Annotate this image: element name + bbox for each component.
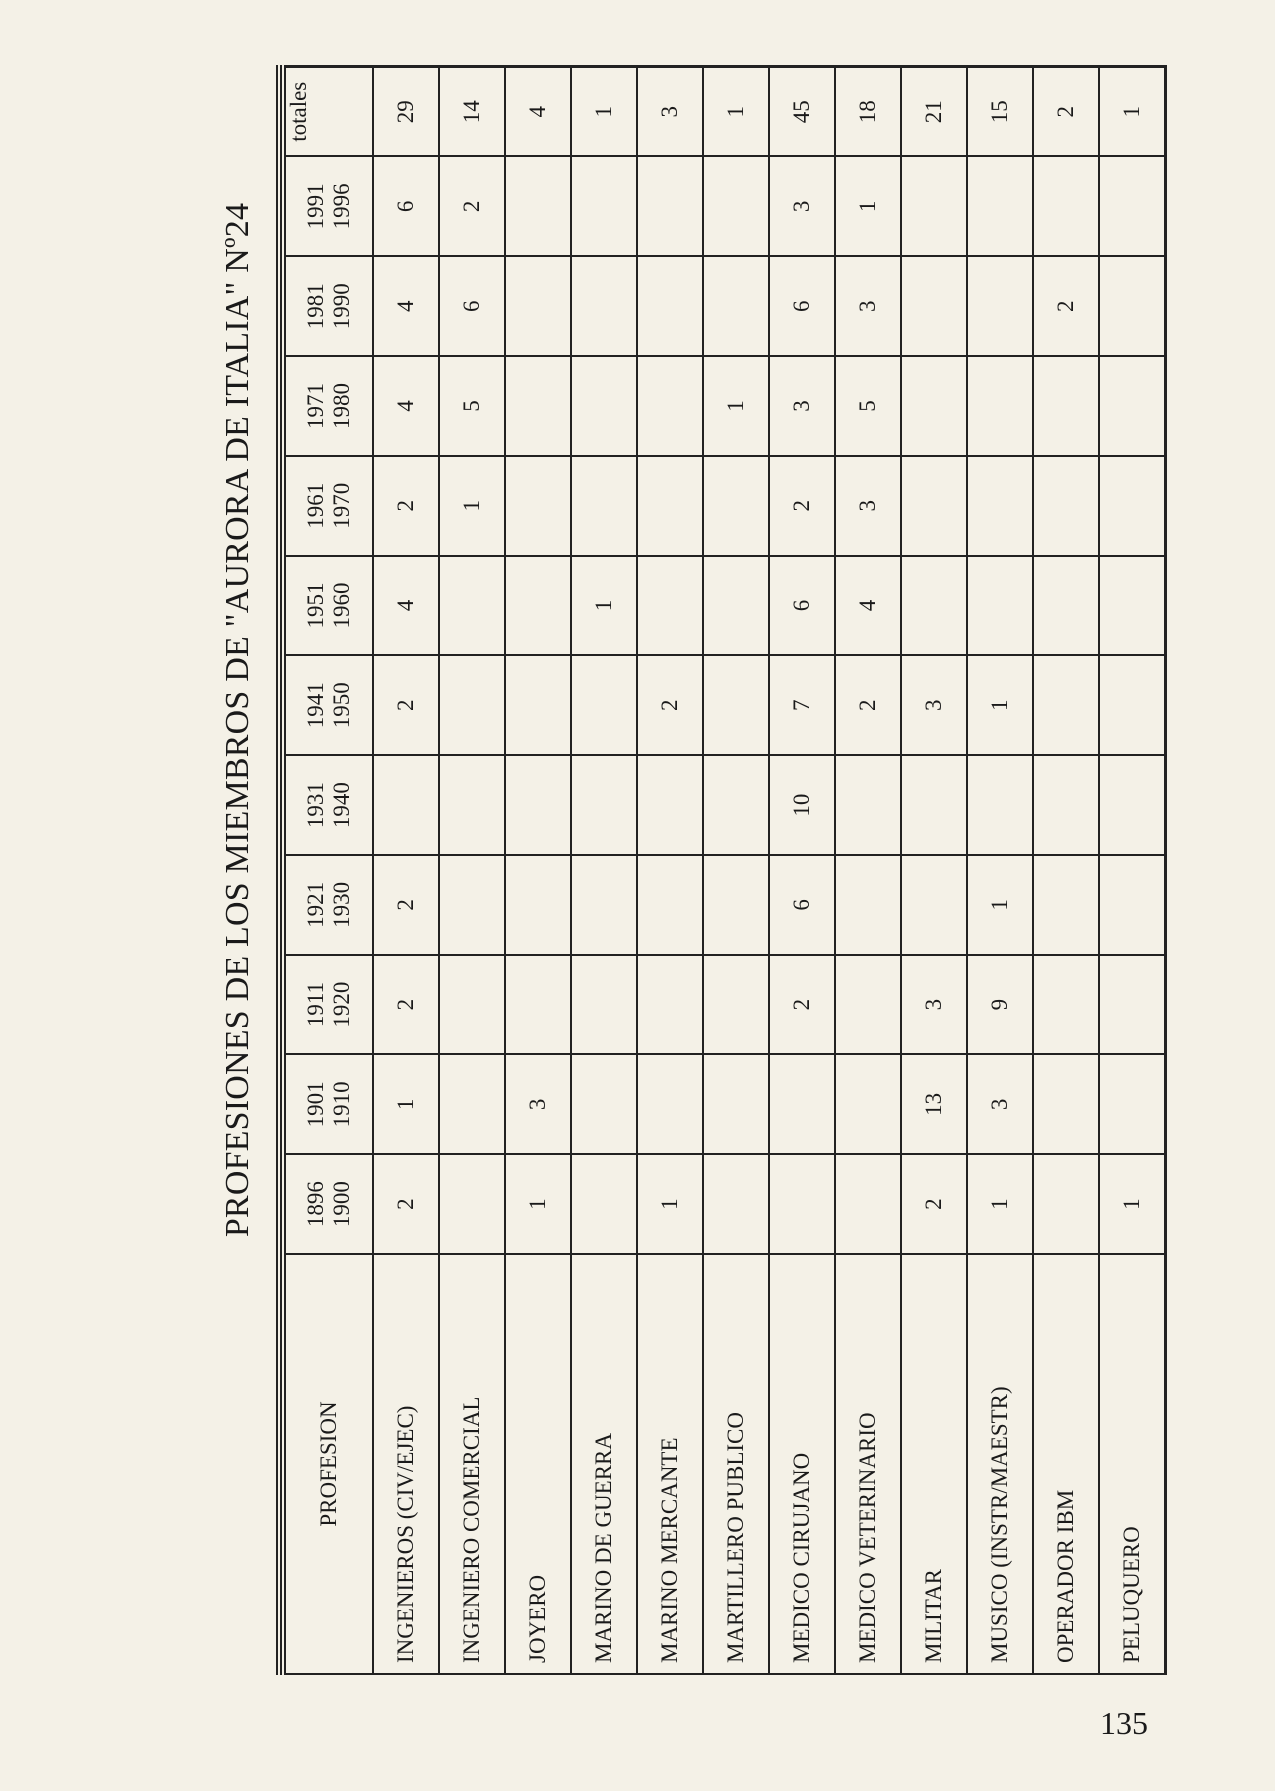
count-cell xyxy=(439,755,505,855)
table-row xyxy=(835,67,901,1675)
count-cell xyxy=(901,356,967,456)
count-cell xyxy=(439,1154,505,1254)
total-cell: 14 xyxy=(439,67,505,157)
table-row xyxy=(439,67,505,1675)
period-end: 1960 xyxy=(329,582,354,629)
count-cell: 2 xyxy=(769,955,835,1055)
table-row xyxy=(769,67,835,1675)
table-row xyxy=(1033,67,1099,1675)
profession-cell: PELUQUERO xyxy=(1099,1254,1166,1674)
count-cell xyxy=(1099,755,1166,855)
count-cell: 1 xyxy=(967,855,1033,955)
count-cell xyxy=(571,955,637,1055)
total-cell: 4 xyxy=(505,67,571,157)
count-cell xyxy=(571,456,637,556)
period-end: 1900 xyxy=(329,1181,354,1228)
period-start: 1981 xyxy=(303,283,328,330)
count-cell xyxy=(1099,1054,1166,1154)
table-row xyxy=(637,67,703,1675)
count-cell xyxy=(1033,1054,1099,1154)
header-row xyxy=(285,67,373,1675)
title-text: PROFESIONES DE LOS MIEMBROS DE "AURORA DE ITALIA" Nº24 xyxy=(219,202,256,1238)
count-cell xyxy=(1033,855,1099,955)
count-cell: 1 xyxy=(571,556,637,656)
count-cell xyxy=(505,655,571,755)
profession-cell: MEDICO CIRUJANO xyxy=(769,1254,835,1674)
count-cell: 1 xyxy=(505,1154,571,1254)
count-cell xyxy=(1033,1154,1099,1254)
count-cell xyxy=(1033,456,1099,556)
profession-cell: OPERADOR IBM xyxy=(1033,1254,1099,1674)
period-end: 1990 xyxy=(329,283,354,330)
profession-cell: MUSICO (INSTR/MAESTR) xyxy=(967,1254,1033,1674)
period-start: 1941 xyxy=(303,682,328,729)
count-cell xyxy=(901,556,967,656)
count-cell xyxy=(703,456,769,556)
total-cell: 3 xyxy=(637,67,703,157)
count-cell: 2 xyxy=(769,456,835,556)
count-cell: 5 xyxy=(439,356,505,456)
count-cell xyxy=(703,855,769,955)
profession-cell: MEDICO VETERINARIO xyxy=(835,1254,901,1674)
count-cell xyxy=(637,955,703,1055)
period-start: 1961 xyxy=(303,482,328,529)
count-cell: 5 xyxy=(835,356,901,456)
profession-cell: MARTILLERO PUBLICO xyxy=(703,1254,769,1674)
count-cell xyxy=(1033,556,1099,656)
count-cell xyxy=(505,256,571,356)
count-cell xyxy=(703,556,769,656)
count-cell xyxy=(571,1054,637,1154)
count-cell xyxy=(637,256,703,356)
profession-cell: INGENIEROS (CIV/EJEC) xyxy=(373,1254,439,1674)
count-cell xyxy=(835,955,901,1055)
header-period xyxy=(285,655,373,755)
count-cell xyxy=(703,1154,769,1254)
count-cell xyxy=(1033,157,1099,257)
count-cell xyxy=(703,157,769,257)
count-cell xyxy=(967,556,1033,656)
count-cell: 1 xyxy=(637,1154,703,1254)
table-row xyxy=(505,67,571,1675)
count-cell: 4 xyxy=(373,356,439,456)
professions-table xyxy=(284,65,1167,1675)
count-cell xyxy=(901,157,967,257)
header-period xyxy=(285,955,373,1055)
count-cell xyxy=(835,1154,901,1254)
count-cell xyxy=(703,256,769,356)
profession-cell: MILITAR xyxy=(901,1254,967,1674)
count-cell xyxy=(1033,655,1099,755)
count-cell xyxy=(505,755,571,855)
count-cell: 2 xyxy=(1033,256,1099,356)
count-cell xyxy=(1033,955,1099,1055)
count-cell: 2 xyxy=(901,1154,967,1254)
total-cell: 15 xyxy=(967,67,1033,157)
count-cell xyxy=(637,157,703,257)
count-cell: 4 xyxy=(373,256,439,356)
rotated-page-content xyxy=(208,65,1148,1675)
period-start: 1896 xyxy=(303,1181,328,1228)
count-cell xyxy=(637,456,703,556)
count-cell xyxy=(703,955,769,1055)
count-cell xyxy=(637,1054,703,1154)
period-end: 1940 xyxy=(329,782,354,829)
header-period xyxy=(285,1054,373,1154)
count-cell xyxy=(439,556,505,656)
count-cell xyxy=(703,1054,769,1154)
count-cell: 1 xyxy=(967,655,1033,755)
count-cell: 3 xyxy=(901,955,967,1055)
count-cell xyxy=(571,157,637,257)
count-cell xyxy=(1099,157,1166,257)
table-row xyxy=(703,67,769,1675)
count-cell: 3 xyxy=(901,655,967,755)
header-period xyxy=(285,1154,373,1254)
count-cell xyxy=(1033,755,1099,855)
total-cell: 18 xyxy=(835,67,901,157)
count-cell xyxy=(1099,256,1166,356)
header-period xyxy=(285,855,373,955)
total-cell: 45 xyxy=(769,67,835,157)
count-cell xyxy=(637,755,703,855)
table-row xyxy=(967,67,1033,1675)
profession-cell: MARINO MERCANTE xyxy=(637,1254,703,1674)
table-row xyxy=(571,67,637,1675)
count-cell: 6 xyxy=(769,556,835,656)
count-cell xyxy=(769,1054,835,1154)
count-cell: 2 xyxy=(373,655,439,755)
header-totals: totales xyxy=(285,67,373,157)
profession-cell: JOYERO xyxy=(505,1254,571,1674)
total-cell: 1 xyxy=(571,67,637,157)
count-cell: 6 xyxy=(439,256,505,356)
count-cell: 4 xyxy=(373,556,439,656)
period-end: 1970 xyxy=(329,482,354,529)
page-number: 135 xyxy=(1100,1705,1148,1741)
header-period xyxy=(285,456,373,556)
count-cell xyxy=(571,755,637,855)
count-cell: 1 xyxy=(835,157,901,257)
count-cell xyxy=(439,855,505,955)
total-cell: 29 xyxy=(373,67,439,157)
period-start: 1991 xyxy=(303,183,328,230)
count-cell xyxy=(505,855,571,955)
count-cell xyxy=(439,955,505,1055)
count-cell: 3 xyxy=(769,356,835,456)
period-start: 1951 xyxy=(303,582,328,629)
total-cell: 21 xyxy=(901,67,967,157)
page-title xyxy=(208,65,268,1675)
count-cell xyxy=(901,855,967,955)
count-cell: 6 xyxy=(373,157,439,257)
count-cell xyxy=(967,755,1033,855)
count-cell xyxy=(571,1154,637,1254)
count-cell: 4 xyxy=(835,556,901,656)
header-period xyxy=(285,256,373,356)
count-cell: 1 xyxy=(1099,1154,1166,1254)
count-cell xyxy=(967,256,1033,356)
count-cell xyxy=(1099,955,1166,1055)
count-cell: 9 xyxy=(967,955,1033,1055)
count-cell: 3 xyxy=(967,1054,1033,1154)
table-row xyxy=(901,67,967,1675)
header-period xyxy=(285,157,373,257)
count-cell xyxy=(1099,356,1166,456)
count-cell: 2 xyxy=(439,157,505,257)
count-cell: 1 xyxy=(373,1054,439,1154)
period-end: 1930 xyxy=(329,881,354,928)
count-cell xyxy=(637,356,703,456)
table-body xyxy=(373,67,1166,1675)
period-start: 1921 xyxy=(303,881,328,928)
count-cell xyxy=(967,157,1033,257)
count-cell xyxy=(769,1154,835,1254)
profession-cell: MARINO DE GUERRA xyxy=(571,1254,637,1674)
period-end: 1920 xyxy=(329,981,354,1028)
count-cell: 7 xyxy=(769,655,835,755)
count-cell xyxy=(1099,655,1166,755)
count-cell: 2 xyxy=(835,655,901,755)
count-cell: 2 xyxy=(637,655,703,755)
count-cell xyxy=(439,655,505,755)
count-cell: 1 xyxy=(439,456,505,556)
count-cell xyxy=(505,955,571,1055)
total-cell: 1 xyxy=(1099,67,1166,157)
header-period xyxy=(285,556,373,656)
count-cell xyxy=(703,755,769,855)
count-cell xyxy=(571,655,637,755)
count-cell xyxy=(703,655,769,755)
count-cell xyxy=(835,855,901,955)
count-cell: 2 xyxy=(373,1154,439,1254)
count-cell: 3 xyxy=(835,456,901,556)
count-cell xyxy=(967,456,1033,556)
count-cell xyxy=(1099,456,1166,556)
count-cell: 2 xyxy=(373,955,439,1055)
period-end: 1996 xyxy=(329,183,354,230)
period-start: 1911 xyxy=(303,982,328,1028)
count-cell xyxy=(439,1054,505,1154)
total-cell: 1 xyxy=(703,67,769,157)
count-cell: 6 xyxy=(769,855,835,955)
count-cell xyxy=(835,1054,901,1154)
count-cell xyxy=(835,755,901,855)
count-cell xyxy=(505,456,571,556)
count-cell: 1 xyxy=(967,1154,1033,1254)
count-cell xyxy=(505,356,571,456)
header-period xyxy=(285,356,373,456)
count-cell: 2 xyxy=(373,855,439,955)
count-cell xyxy=(967,356,1033,456)
count-cell xyxy=(1099,855,1166,955)
count-cell: 3 xyxy=(505,1054,571,1154)
table-wrapper xyxy=(276,65,1167,1675)
count-cell xyxy=(901,256,967,356)
profession-cell: INGENIERO COMERCIAL xyxy=(439,1254,505,1674)
count-cell: 6 xyxy=(769,256,835,356)
count-cell xyxy=(505,157,571,257)
period-start: 1901 xyxy=(303,1081,328,1128)
period-start: 1971 xyxy=(303,383,328,429)
count-cell xyxy=(571,256,637,356)
count-cell xyxy=(901,456,967,556)
count-cell xyxy=(571,356,637,456)
count-cell xyxy=(901,755,967,855)
count-cell xyxy=(637,855,703,955)
period-end: 1910 xyxy=(329,1081,354,1128)
count-cell xyxy=(571,855,637,955)
total-cell: 2 xyxy=(1033,67,1099,157)
count-cell xyxy=(1033,356,1099,456)
table-row xyxy=(1099,67,1166,1675)
count-cell xyxy=(373,755,439,855)
count-cell xyxy=(1099,556,1166,656)
count-cell xyxy=(505,556,571,656)
count-cell: 3 xyxy=(769,157,835,257)
period-end: 1980 xyxy=(329,383,354,429)
count-cell: 10 xyxy=(769,755,835,855)
count-cell: 13 xyxy=(901,1054,967,1154)
count-cell: 1 xyxy=(703,356,769,456)
header-period xyxy=(285,755,373,855)
count-cell: 3 xyxy=(835,256,901,356)
table-row xyxy=(373,67,439,1675)
period-end: 1950 xyxy=(329,682,354,729)
period-start: 1931 xyxy=(303,782,328,829)
count-cell xyxy=(637,556,703,656)
count-cell: 2 xyxy=(373,456,439,556)
header-profession: PROFESION xyxy=(285,1254,373,1674)
